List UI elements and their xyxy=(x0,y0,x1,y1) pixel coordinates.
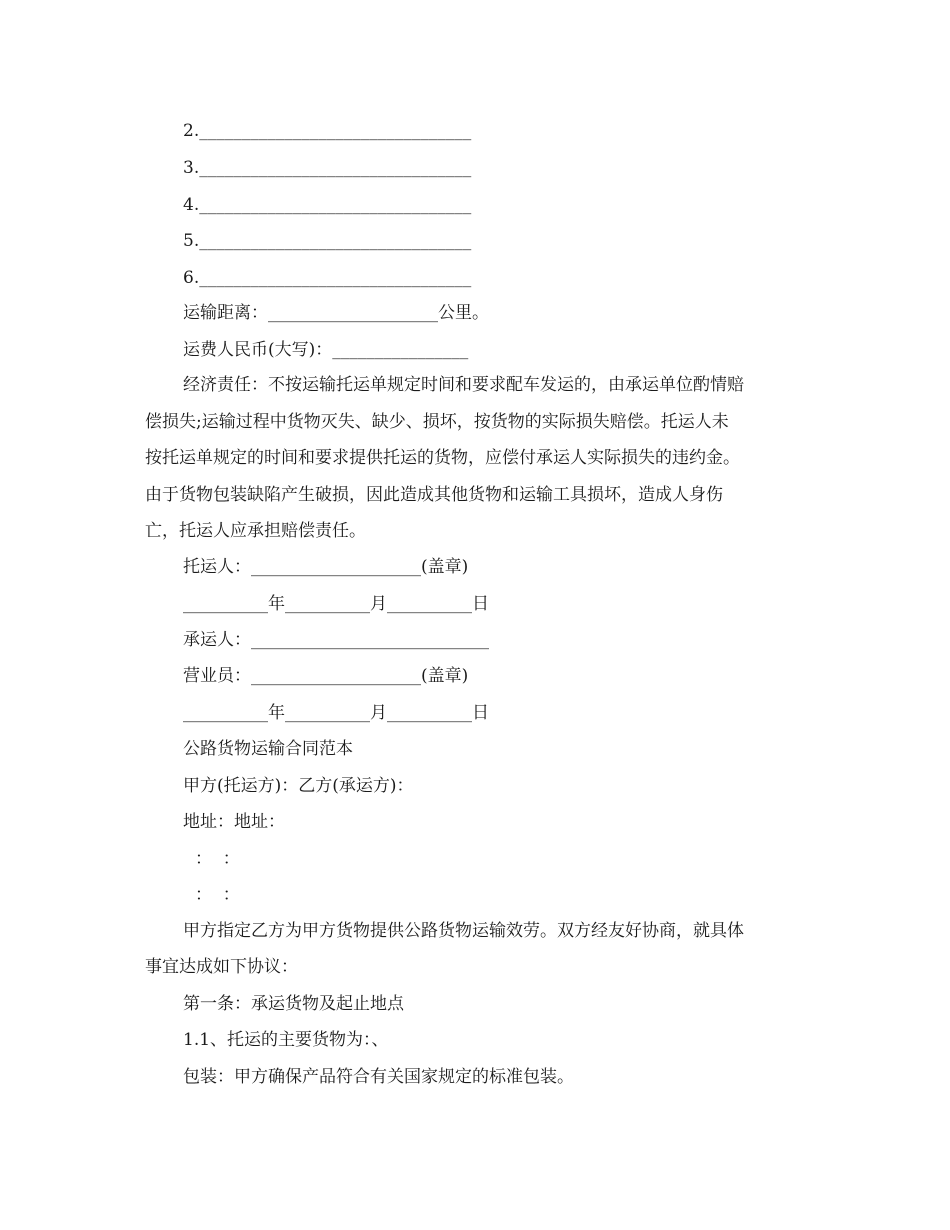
liability-line-5: 亡，托运人应承担赔偿责任。 xyxy=(145,521,366,541)
colon-line-2: ： ： xyxy=(195,885,240,905)
numbered-blank-3: 3.________________________________ xyxy=(183,158,472,178)
liability-line-2: 偿损失;运输过程中货物灭失、缺少、损坏，按货物的实际损失赔偿。托运人未 xyxy=(145,412,729,432)
numbered-blank-5: 5.________________________________ xyxy=(183,231,472,251)
article-1-heading: 第一条：承运货物及起止地点 xyxy=(183,994,404,1014)
intro-line-1: 甲方指定乙方为甲方货物提供公路货物运输效劳。双方经友好协商，就具体 xyxy=(183,921,744,941)
colon-line-1: ： ： xyxy=(195,849,240,869)
clause-1-1: 1.1、托运的主要货物为：、 xyxy=(183,1030,389,1050)
date-line-2: __________年__________月__________日 xyxy=(183,703,489,723)
shipper-line: 托运人：____________________(盖章) xyxy=(183,557,469,577)
numbered-blank-6: 6.________________________________ xyxy=(183,268,472,288)
intro-line-2: 事宜达成如下协议： xyxy=(145,957,298,977)
numbered-blank-4: 4.________________________________ xyxy=(183,195,472,215)
liability-line-3: 按托运单规定的时间和要求提供托运的货物，应偿付承运人实际损失的违约金。 xyxy=(145,448,740,468)
carrier-line: 承运人：____________________________ xyxy=(183,630,489,650)
liability-line-4: 由于货物包装缺陷产生破损，因此造成其他货物和运输工具损坏，造成人身伤 xyxy=(145,485,723,505)
fee-line: 运费人民币(大写)：________________ xyxy=(183,340,469,360)
liability-line-1: 经济责任：不按运输托运单规定时间和要求配车发运的，由承运单位酌情赔 xyxy=(183,375,744,395)
parties-line: 甲方(托运方)：乙方(承运方)： xyxy=(183,776,414,796)
numbered-blank-2: 2.________________________________ xyxy=(183,121,472,141)
date-line-1: __________年__________月__________日 xyxy=(183,594,489,614)
distance-line: 运输距离：____________________公里。 xyxy=(183,303,489,323)
address-line: 地址：地址： xyxy=(183,812,285,832)
clerk-line: 营业员：____________________(盖章) xyxy=(183,666,469,686)
packaging-line: 包装：甲方确保产品符合有关国家规定的标准包装。 xyxy=(183,1067,574,1087)
contract-title: 公路货物运输合同范本 xyxy=(183,739,353,759)
